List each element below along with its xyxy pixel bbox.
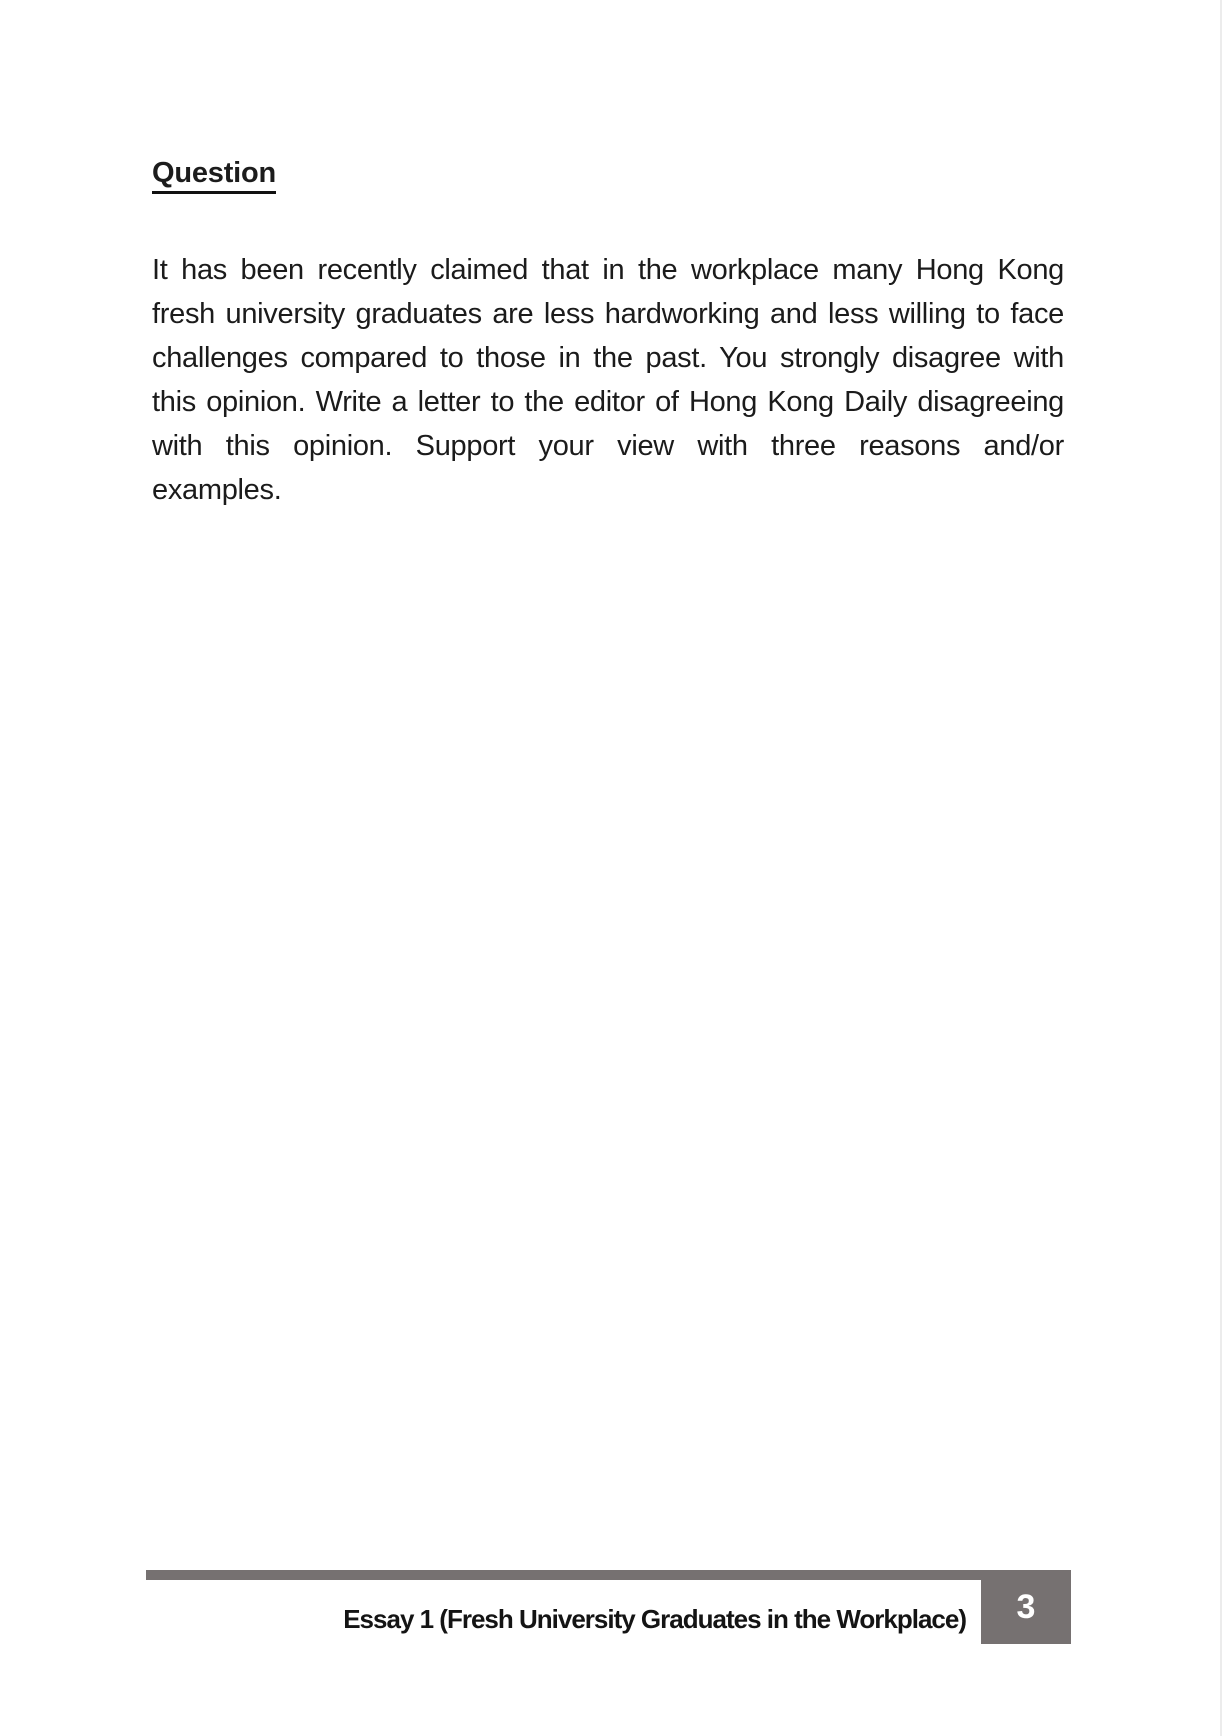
paragraph-line: examples. [152, 474, 282, 506]
paragraph-line: with this opinion. Support your view with three reasons and/or [152, 430, 1064, 462]
page-number-badge [981, 1570, 1071, 1644]
paragraph-line: challenges compared to those in the past. You strongly disagree with [152, 342, 1064, 374]
paragraph-line: It has been recently claimed that in the workplace many Hong Kong [152, 254, 1064, 286]
footer [152, 1604, 966, 1634]
question-heading: Question [152, 155, 276, 194]
page-number: 3 [1016, 1588, 1036, 1626]
page-edge [1220, 0, 1222, 1736]
paragraph-line: this opinion. Write a letter to the editor of Hong Kong Daily disagreeing [152, 386, 1064, 418]
paragraph-line: fresh university graduates are less hardworking and less willing to face [152, 298, 1064, 330]
question-paragraph [152, 248, 1064, 512]
footer-essay-title: Essay 1 (Fresh University Graduates in the Workplace) [343, 1604, 966, 1634]
footer-rule [146, 1570, 1071, 1580]
